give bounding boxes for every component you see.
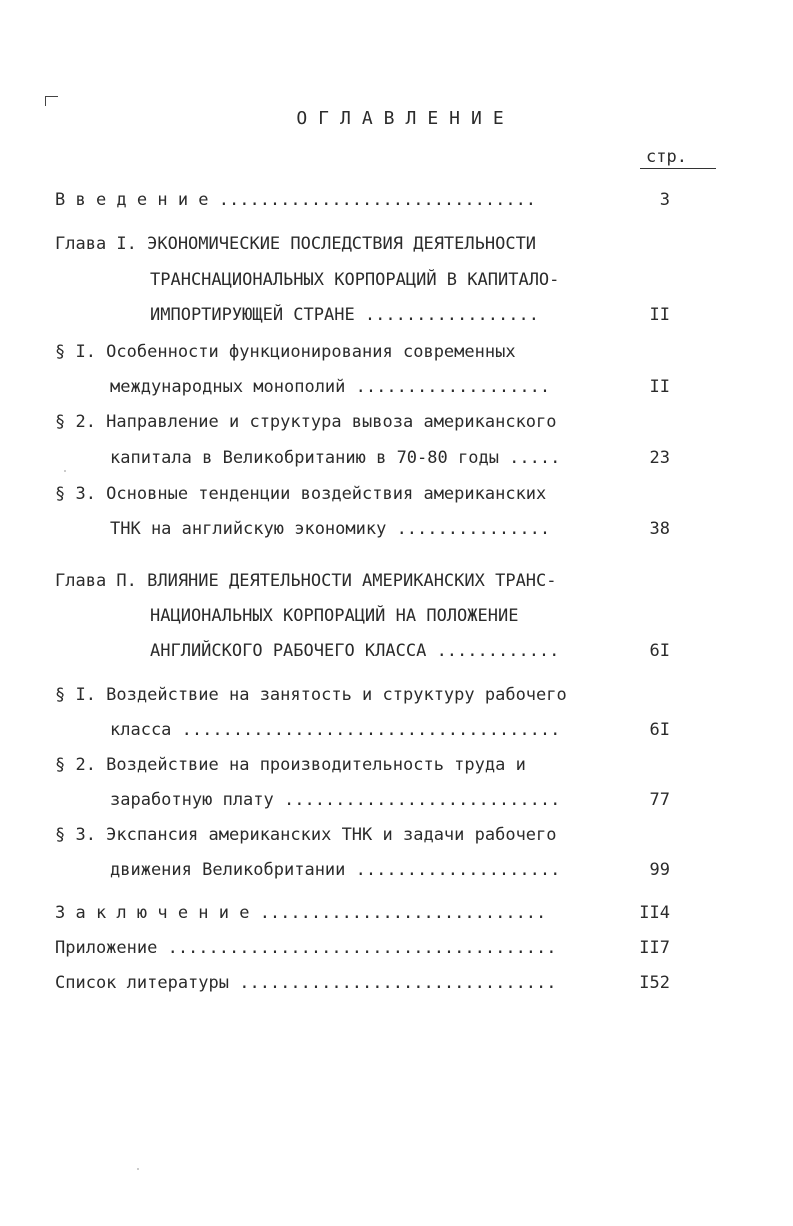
toc-section-2-1-line-2: класса ..................................... <box>110 720 561 740</box>
toc-page-chapter-2: 6I <box>649 641 670 661</box>
toc-entry-appendix: Приложение ...................................... <box>55 938 557 958</box>
toc-section-2-2-line-2: заработную плату ........................... <box>110 790 561 810</box>
toc-section-2-3-line-2: движения Великобритании .................... <box>110 860 561 880</box>
corner-mark <box>45 96 58 106</box>
scan-speck <box>137 1168 139 1170</box>
toc-entry-bibliography: Список литературы ............................... <box>55 973 557 993</box>
toc-page-appendix: II7 <box>639 938 670 958</box>
toc-section-1-2-line-2: капитала в Великобританию в 70-80 годы ..... <box>110 448 561 468</box>
toc-chapter-1-line-2: ТРАНСНАЦИОНАЛЬНЫХ КОРПОРАЦИЙ В КАПИТАЛО- <box>150 270 560 290</box>
toc-page-chapter-1: II <box>649 305 670 325</box>
toc-chapter-2-line-3: АНГЛИЙСКОГО РАБОЧЕГО КЛАССА ............ <box>150 641 560 661</box>
toc-section-1-1-line-1: § I. Особенности функционирования современных <box>55 342 516 362</box>
toc-page-section-1-3: 38 <box>649 519 670 539</box>
page-title: ОГЛАВЛЕНИЕ <box>296 108 515 129</box>
toc-page-section-1-1: II <box>649 377 670 397</box>
toc-section-1-3-line-1: § 3. Основные тенденции воздействия американских <box>55 484 547 504</box>
toc-page-conclusion: II4 <box>639 903 670 923</box>
toc-page-section-2-1: 6I <box>649 720 670 740</box>
toc-entry-conclusion: З а к л ю ч е н и е ............................ <box>55 903 547 923</box>
toc-section-1-1-line-2: международных монополий ................... <box>110 377 551 397</box>
toc-page-intro: 3 <box>659 190 670 210</box>
toc-section-2-1-line-1: § I. Воздействие на занятость и структуру рабочего <box>55 685 567 705</box>
toc-page-bibliography: I52 <box>639 973 670 993</box>
toc-chapter-2-line-1: Глава П. ВЛИЯНИЕ ДЕЯТЕЛЬНОСТИ АМЕРИКАНСКИХ ТРАНС- <box>55 571 557 591</box>
toc-entry-intro: В в е д е н и е ............................... <box>55 190 537 210</box>
toc-page-section-1-2: 23 <box>649 448 670 468</box>
toc-section-2-2-line-1: § 2. Воздействие на производительность труда и <box>55 755 526 775</box>
toc-chapter-1-line-3: ИМПОРТИРУЮЩЕЙ СТРАНЕ ................. <box>150 305 539 325</box>
page-column-header: стр. <box>640 147 716 169</box>
toc-page-section-2-3: 99 <box>649 860 670 880</box>
toc-page-section-2-2: 77 <box>649 790 670 810</box>
toc-section-2-3-line-1: § 3. Экспансия американских ТНК и задачи рабочего <box>55 825 557 845</box>
toc-section-1-3-line-2: ТНК на английскую экономику ............... <box>110 519 551 539</box>
toc-chapter-1-line-1: Глава I. ЭКОНОМИЧЕСКИЕ ПОСЛЕДСТВИЯ ДЕЯТЕЛЬНОСТИ <box>55 234 537 254</box>
scan-speck <box>64 470 66 472</box>
toc-section-1-2-line-1: § 2. Направление и структура вывоза американского <box>55 412 557 432</box>
toc-chapter-2-line-2: НАЦИОНАЛЬНЫХ КОРПОРАЦИЙ НА ПОЛОЖЕНИЕ <box>150 606 519 626</box>
